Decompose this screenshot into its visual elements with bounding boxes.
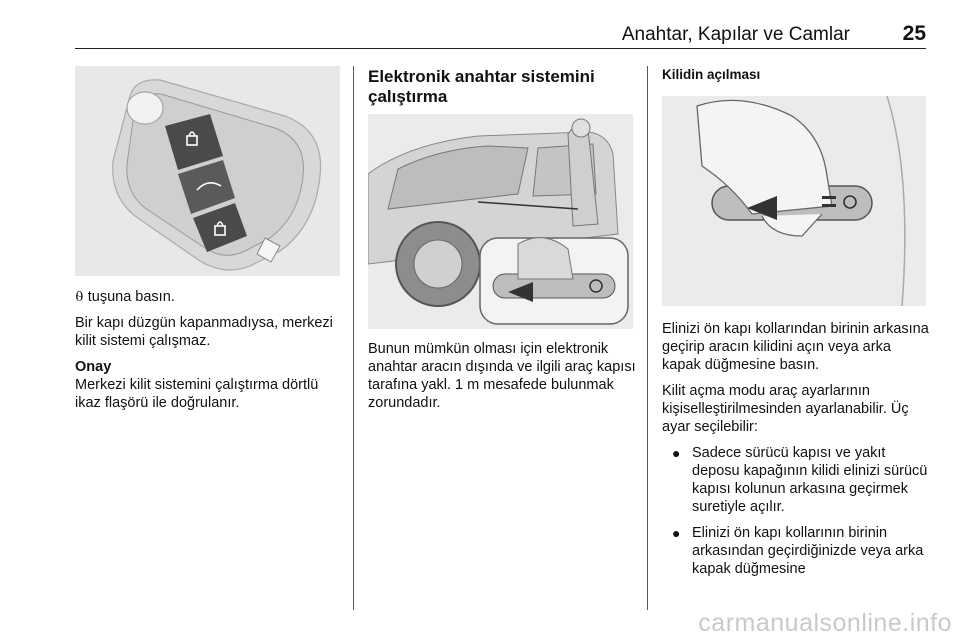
column-1 (75, 288, 340, 420)
watermark: carmanualsonline.info (698, 609, 952, 637)
list-item (662, 524, 932, 578)
column-divider-1 (353, 66, 354, 610)
unlock-paragraph: Elinizi ön kapı kollarından birinin arkasına geçirip aracın kilidini açın veya arka kapak düğmesine basın. (662, 321, 929, 373)
section-heading-electronic-key: Elektronik anahtar sistemini çalıştırma (368, 67, 595, 106)
press-instruction (75, 288, 340, 306)
unlock-options-list (662, 444, 932, 578)
onay-paragraph: Merkezi kilit sistemini çalıştırma dörtlü ikaz flaşörü ile doğrulanır. (75, 377, 319, 411)
electronic-key-paragraph: Bunun mümkün olması için elektronik anahtar aracın dışında ve ilgili araç kapısı tarafına yakl. 1 m mesafede bulunmak zorundadır. (368, 341, 636, 411)
car-door-illustration (368, 114, 633, 329)
list-item (662, 444, 932, 516)
running-header-title: Anahtar, Kapılar ve Camlar (621, 24, 850, 45)
onay-heading: Onay (75, 359, 112, 375)
column-3 (662, 320, 932, 586)
section-heading-unlocking: Kilidin açılması (662, 67, 761, 82)
column-2 (368, 340, 636, 420)
unlock-mode-paragraph: Kilit açma modu araç ayarlarının kişiselleştirilmesinden ayarlanabilir. Üç ayar seçilebilir: (662, 383, 909, 435)
press-text: tuşuna basın. (87, 289, 175, 305)
door-handle-illustration (662, 96, 926, 306)
bullet-icon: ● (672, 525, 681, 541)
list-item-text: Elinizi ön kapı kollarının birinin arkasından geçirdiğinizde veya arka kapak düğmesine (692, 525, 924, 577)
lock-icon: ⍬ (75, 289, 84, 305)
key-fob-illustration (75, 66, 340, 276)
page-number: 25 (902, 22, 926, 45)
column-divider-2 (647, 66, 648, 610)
list-item-text: Sadece sürücü kapısı ve yakıt deposu kapağının kilidi elinizi sürücü kapısı kolunun arkasına geçirmek suretiyle açılır. (692, 445, 928, 515)
header-rule (75, 48, 926, 49)
door-warning-paragraph: Bir kapı düzgün kapanmadıysa, merkezi kilit sistemi çalışmaz. (75, 315, 333, 349)
bullet-icon: ● (672, 445, 681, 461)
